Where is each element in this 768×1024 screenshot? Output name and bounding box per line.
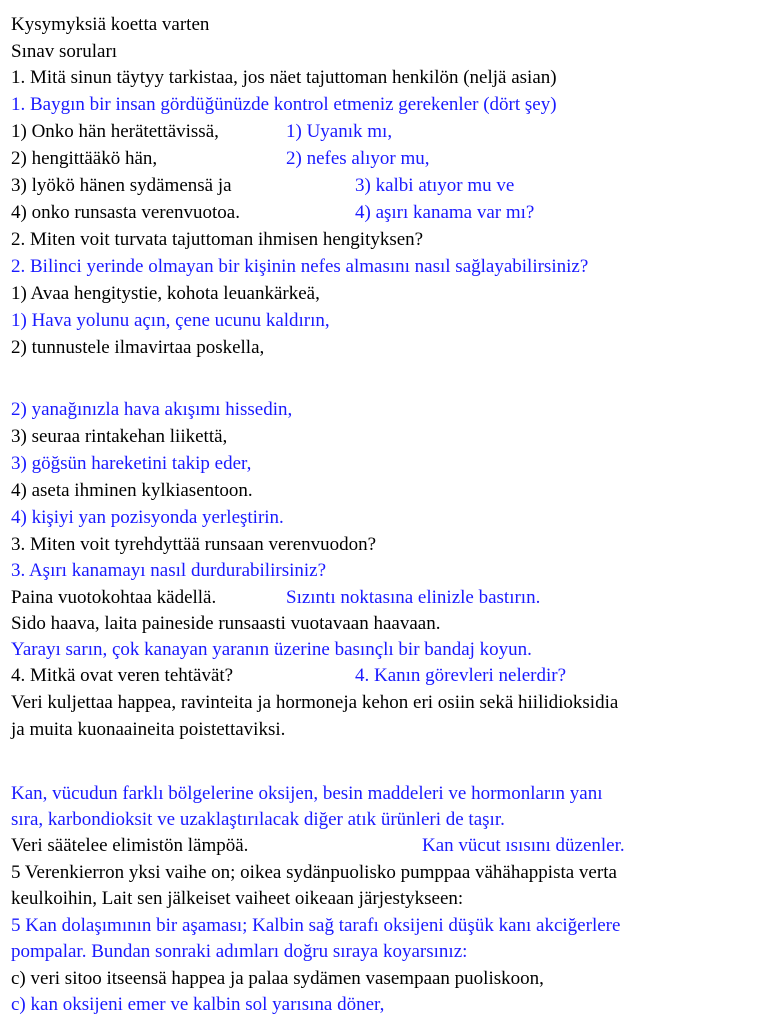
q4-answer-1-turkish-line-1: Kan, vücudun farklı bölgelerine oksijen, besin maddeleri ve hormonların yanı: [11, 783, 603, 804]
question-3-finnish: 3. Miten voit tyrehdyttää runsaan verenvuodon?: [11, 534, 377, 555]
q5-answer-c-finnish: c) veri sitoo itseensä happea ja palaa sydämen vasempaan puoliskoon,: [11, 968, 544, 989]
q2-answer-2-finnish: 2) tunnustele ilmavirtaa poskella,: [11, 337, 265, 358]
question-4-turkish: 4. Kanın görevleri nelerdir?: [355, 665, 567, 686]
q4-answer-2-finnish: Veri säätelee elimistön lämpöä.: [11, 835, 249, 856]
question-5-finnish-line-2: keulkoihin, Lait sen jälkeiset vaiheet oikeaan järjestykseen:: [11, 888, 464, 909]
question-2-turkish: 2. Bilinci yerinde olmayan bir kişinin nefes almasını nasıl sağlayabilirsiniz?: [11, 256, 589, 277]
q2-answer-3-turkish: 3) göğsün hareketini takip eder,: [11, 453, 252, 474]
title-finnish: Kysymyksiä koetta varten: [11, 14, 210, 35]
q1-answer-2-finnish: 2) hengittääkö hän,: [11, 148, 158, 169]
question-4-finnish: 4. Mitkä ovat veren tehtävät?: [11, 665, 234, 686]
q3-answer-1-turkish: Sızıntı noktasına elinizle bastırın.: [286, 587, 541, 608]
q2-answer-1-turkish: 1) Hava yolunu açın, çene ucunu kaldırın,: [11, 310, 330, 331]
q3-answer-2-finnish: Sido haava, laita paineside runsaasti vuotavaan haavaan.: [11, 613, 441, 634]
q3-answer-2-turkish: Yarayı sarın, çok kanayan yaranın üzerine basınçlı bir bandaj koyun.: [11, 639, 532, 660]
question-5-finnish-line-1: 5 Verenkierron yksi vaihe on; oikea sydänpuolisko pumppaa vähähappista verta: [11, 862, 617, 883]
question-5-turkish-line-2: pompalar. Bundan sonraki adımları doğru sıraya koyarsınız:: [11, 941, 468, 962]
q1-answer-3-turkish: 3) kalbi atıyor mu ve: [355, 175, 515, 196]
title-turkish: Sınav soruları: [11, 41, 118, 62]
q2-answer-2-turkish: 2) yanağınızla hava akışımı hissedin,: [11, 399, 293, 420]
q2-answer-4-finnish: 4) aseta ihminen kylkiasentoon.: [11, 480, 253, 501]
q1-answer-1-finnish: 1) Onko hän herätettävissä,: [11, 121, 219, 142]
q3-answer-1-finnish: Paina vuotokohtaa kädellä.: [11, 587, 217, 608]
q2-answer-3-finnish: 3) seuraa rintakehan liikettä,: [11, 426, 228, 447]
question-3-turkish: 3. Aşırı kanamayı nasıl durdurabilirsiniz?: [11, 560, 327, 581]
question-1-turkish: 1. Baygın bir insan gördüğünüzde kontrol etmeniz gerekenler (dört şey): [11, 94, 557, 115]
q1-answer-2-turkish: 2) nefes alıyor mu,: [286, 148, 430, 169]
q2-answer-4-turkish: 4) kişiyi yan pozisyonda yerleştirin.: [11, 507, 284, 528]
q1-answer-4-turkish: 4) aşırı kanama var mı?: [355, 202, 535, 223]
q2-answer-1-finnish: 1) Avaa hengitystie, kohota leuankärkeä,: [11, 283, 320, 304]
question-2-finnish: 2. Miten voit turvata tajuttoman ihmisen hengityksen?: [11, 229, 424, 250]
q5-answer-c-turkish: c) kan oksijeni emer ve kalbin sol yarısına döner,: [11, 994, 385, 1015]
q1-answer-3-finnish: 3) lyökö hänen sydämensä ja: [11, 175, 232, 196]
question-5-turkish-line-1: 5 Kan dolaşımının bir aşaması; Kalbin sağ tarafı oksijeni düşük kanı akciğerlere: [11, 915, 621, 936]
q4-answer-1-turkish-line-2: sıra, karbondioksit ve uzaklaştırılacak diğer atık ürünleri de taşır.: [11, 809, 505, 830]
q1-answer-1-turkish: 1) Uyanık mı,: [286, 121, 393, 142]
question-1-finnish: 1. Mitä sinun täytyy tarkistaa, jos näet tajuttoman henkilön (neljä asian): [11, 67, 557, 88]
q4-answer-1-finnish-line-1: Veri kuljettaa happea, ravinteita ja hormoneja kehon eri osiin sekä hiilidioksidia: [11, 692, 619, 713]
q4-answer-1-finnish-line-2: ja muita kuonaaineita poistettaviksi.: [11, 719, 286, 740]
q1-answer-4-finnish: 4) onko runsasta verenvuotoa.: [11, 202, 240, 223]
q4-answer-2-turkish: Kan vücut ısısını düzenler.: [422, 835, 625, 856]
